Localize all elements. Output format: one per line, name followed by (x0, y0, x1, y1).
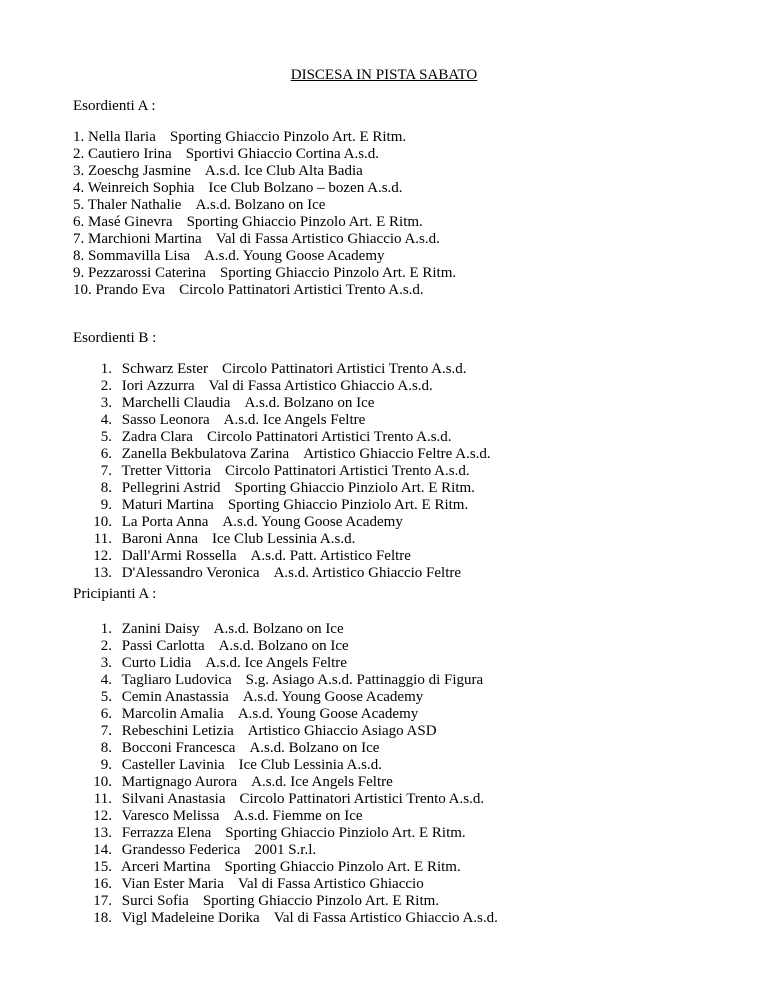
list-item (73, 791, 498, 808)
entry-number: 12. (93, 548, 112, 564)
list-item (73, 757, 498, 774)
list-item (73, 446, 491, 463)
athlete-name: Passi Carlotta (121, 638, 205, 654)
list-item (73, 282, 456, 299)
athlete-name: Schwarz Ester (121, 361, 208, 377)
list-item (73, 774, 498, 791)
entry-number: 3. (73, 163, 85, 179)
athlete-name: Iori Azzurra (121, 378, 195, 394)
athlete-name: Baroni Anna (121, 531, 198, 547)
club-name: Val di Fassa Artistico Ghiaccio A.s.d. (215, 231, 440, 247)
list-item (73, 497, 491, 514)
entry-number: 11. (93, 791, 112, 807)
entry-number: 1. (73, 129, 85, 145)
entry-number: 10. (93, 514, 112, 530)
athlete-name: Sommavilla Lisa (88, 248, 191, 264)
entry-number: 7. (100, 463, 112, 479)
athlete-name: Ferrazza Elena (121, 825, 212, 841)
list-item (73, 248, 456, 265)
list-item (73, 163, 456, 180)
athlete-name: La Porta Anna (121, 514, 209, 530)
club-name: Ice Club Bolzano – bozen A.s.d. (208, 180, 403, 196)
entry-number: 7. (73, 231, 85, 247)
entry-number: 8. (100, 480, 112, 496)
list-item (73, 689, 498, 706)
list-item (73, 531, 491, 548)
entry-number: 4. (100, 412, 112, 428)
club-name: Sporting Ghiaccio Pinzolo Art. E Ritm. (224, 859, 461, 875)
club-name: Ice Club Lessinia A.s.d. (212, 531, 356, 547)
club-name: Sporting Ghiaccio Pinziolo Art. E Ritm. (227, 497, 469, 513)
list-item (73, 129, 456, 146)
athlete-name: Tagliaro Ludovica (121, 672, 232, 688)
list-item (73, 265, 456, 282)
club-name: Circolo Pattinatori Artistici Trento A.s.d. (179, 282, 424, 298)
entry-number: 10. (93, 774, 112, 790)
athlete-name: Maturi Martina (121, 497, 214, 513)
entry-number: 2. (100, 638, 112, 654)
entry-number: 6. (73, 214, 85, 230)
entry-number: 12. (93, 808, 112, 824)
list-item (73, 910, 498, 927)
entry-number: 9. (73, 265, 85, 281)
list-item (73, 214, 456, 231)
club-name: A.s.d. Ice Club Alta Badia (204, 163, 363, 179)
athlete-name: Zanella Bekbulatova Zarina (121, 446, 290, 462)
club-name: A.s.d. Young Goose Academy (242, 689, 424, 705)
list-item (73, 395, 491, 412)
entry-number: 9. (100, 757, 112, 773)
entry-number: 8. (100, 740, 112, 756)
list-item (73, 621, 498, 638)
athlete-name: Curto Lidia (121, 655, 192, 671)
club-name: 2001 S.r.l. (254, 842, 317, 858)
list-item (73, 429, 491, 446)
entry-number: 17. (93, 893, 112, 909)
athlete-name: Marchioni Martina (88, 231, 202, 247)
section-heading-principianti-a: Pricipianti A : (73, 586, 157, 602)
club-name: A.s.d. Patt. Artistico Feltre (250, 548, 411, 564)
athlete-name: Sasso Leonora (121, 412, 210, 428)
athlete-name: Arceri Martina (120, 859, 211, 875)
list-item (73, 842, 498, 859)
entry-number: 2. (100, 378, 112, 394)
athlete-name: Tretter Vittoria (121, 463, 211, 479)
club-name: A.s.d. Ice Angels Feltre (223, 412, 366, 428)
entry-number: 13. (93, 825, 112, 841)
club-name: Sporting Ghiaccio Pinziolo Art. E Ritm. (234, 480, 475, 496)
athlete-name: Casteller Lavinia (121, 757, 225, 773)
entry-number: 9. (100, 497, 112, 513)
entry-number: 4. (100, 672, 112, 688)
club-name: A.s.d. Fiemme on Ice (233, 808, 363, 824)
club-name: A.s.d. Artistico Ghiaccio Feltre (273, 565, 462, 581)
athlete-name: Pezzarossi Caterina (88, 265, 206, 281)
entry-list-principianti-a (73, 621, 498, 927)
entry-number: 6. (100, 706, 112, 722)
athlete-name: Weinreich Sophia (87, 180, 195, 196)
entry-number: 3. (100, 655, 112, 671)
athlete-name: Martignago Aurora (121, 774, 238, 790)
list-item (73, 808, 498, 825)
athlete-name: Dall'Armi Rossella (121, 548, 237, 564)
list-item (73, 361, 491, 378)
athlete-name: Marcolin Amalia (121, 706, 224, 722)
entry-number: 3. (100, 395, 112, 411)
athlete-name: Nella Ilaria (88, 129, 156, 145)
entry-number: 5. (100, 689, 112, 705)
club-name: Sporting Ghiaccio Pinzolo Art. E Ritm. (169, 129, 407, 145)
list-item (73, 231, 456, 248)
list-item (73, 180, 456, 197)
club-name: A.s.d. Bolzano on Ice (249, 740, 380, 756)
club-name: Circolo Pattinatori Artistici Trento A.s.d. (225, 463, 470, 479)
athlete-name: Thaler Nathalie (87, 197, 182, 213)
entry-number: 5. (73, 197, 85, 213)
entry-number: 5. (100, 429, 112, 445)
list-item (73, 463, 491, 480)
athlete-name: Masé Ginevra (88, 214, 173, 230)
list-item (73, 655, 498, 672)
club-name: Artistico Ghiaccio Feltre A.s.d. (303, 446, 491, 462)
entry-number: 18. (93, 910, 112, 926)
club-name: A.s.d. Bolzano on Ice (213, 621, 344, 637)
list-item (73, 876, 498, 893)
club-name: Artistico Ghiaccio Asiago ASD (247, 723, 437, 739)
club-name: A.s.d. Ice Angels Feltre (205, 655, 347, 671)
club-name: Circolo Pattinatori Artistici Trento A.s.d. (221, 361, 467, 377)
club-name: Sporting Ghiaccio Pinzolo Art. E Ritm. (219, 265, 457, 281)
club-name: Sporting Ghiaccio Pinzolo Art. E Ritm. (202, 893, 440, 909)
list-item (73, 740, 498, 757)
club-name: A.s.d. Young Goose Academy (222, 514, 403, 530)
entry-list-esordienti-b (73, 361, 491, 582)
club-name: A.s.d. Ice Angels Feltre (251, 774, 393, 790)
athlete-name: Zoeschg Jasmine (88, 163, 191, 179)
entry-number: 4. (73, 180, 85, 196)
list-item (73, 514, 491, 531)
athlete-name: Rebeschini Letizia (121, 723, 234, 739)
list-item (73, 378, 491, 395)
list-item (73, 706, 498, 723)
list-item (73, 893, 498, 910)
club-name: Val di Fassa Artistico Ghiaccio A.s.d. (273, 910, 498, 926)
entry-list-esordienti-a (73, 129, 456, 299)
entry-number: 8. (73, 248, 85, 264)
list-item (73, 565, 491, 582)
list-item (73, 197, 456, 214)
club-name: A.s.d. Young Goose Academy (204, 248, 385, 264)
club-name: Sporting Ghiaccio Pinzolo Art. E Ritm. (186, 214, 423, 230)
athlete-name: Pellegrini Astrid (121, 480, 221, 496)
entry-number: 11. (93, 531, 112, 547)
section-heading-esordienti-a: Esordienti A : (73, 98, 156, 114)
entry-number: 10. (73, 282, 92, 298)
entry-number: 6. (100, 446, 112, 462)
athlete-name: Zanini Daisy (121, 621, 200, 637)
club-name: S.g. Asiago A.s.d. Pattinaggio di Figura (245, 672, 484, 688)
club-name: A.s.d. Bolzano on Ice (218, 638, 349, 654)
athlete-name: Bocconi Francesca (121, 740, 236, 756)
entry-number: 13. (93, 565, 112, 581)
athlete-name: Marchelli Claudia (121, 395, 231, 411)
club-name: Circolo Pattinatori Artistici Trento A.s.d. (239, 791, 485, 807)
entry-number: 14. (93, 842, 112, 858)
athlete-name: Grandesso Federica (121, 842, 241, 858)
athlete-name: Zadra Clara (121, 429, 193, 445)
list-item (73, 672, 498, 689)
club-name: A.s.d. Bolzano on Ice (244, 395, 375, 411)
list-item (73, 480, 491, 497)
club-name: A.s.d. Young Goose Academy (237, 706, 419, 722)
list-item (73, 825, 498, 842)
athlete-name: Prando Eva (95, 282, 166, 298)
entry-number: 7. (100, 723, 112, 739)
club-name: Sportivi Ghiaccio Cortina A.s.d. (185, 146, 380, 162)
entry-number: 2. (73, 146, 85, 162)
section-heading-esordienti-b: Esordienti B : (73, 330, 157, 346)
athlete-name: D'Alessandro Veronica (121, 565, 260, 581)
athlete-name: Varesco Melissa (121, 808, 220, 824)
athlete-name: Surci Sofia (121, 893, 189, 909)
club-name: A.s.d. Bolzano on Ice (195, 197, 326, 213)
list-item (73, 859, 498, 876)
list-item (73, 146, 456, 163)
club-name: Val di Fassa Artistico Ghiaccio (237, 876, 424, 892)
club-name: Sporting Ghiaccio Pinziolo Art. E Ritm. (225, 825, 466, 841)
entry-number: 1. (100, 361, 112, 377)
list-item (73, 723, 498, 740)
list-item (73, 548, 491, 565)
list-item (73, 412, 491, 429)
club-name: Circolo Pattinatori Artistici Trento A.s.d. (206, 429, 452, 445)
club-name: Val di Fassa Artistico Ghiaccio A.s.d. (208, 378, 433, 394)
athlete-name: Vigl Madeleine Dorika (121, 910, 260, 926)
list-item (73, 638, 498, 655)
entry-number: 16. (93, 876, 112, 892)
athlete-name: Cautiero Irina (88, 146, 172, 162)
athlete-name: Silvani Anastasia (121, 791, 226, 807)
page-title: DISCESA IN PISTA SABATO (290, 67, 478, 83)
entry-number: 1. (100, 621, 112, 637)
athlete-name: Cemin Anastassia (121, 689, 229, 705)
athlete-name: Vian Ester Maria (121, 876, 224, 892)
club-name: Ice Club Lessinia A.s.d. (238, 757, 382, 773)
entry-number: 15. (93, 859, 112, 875)
